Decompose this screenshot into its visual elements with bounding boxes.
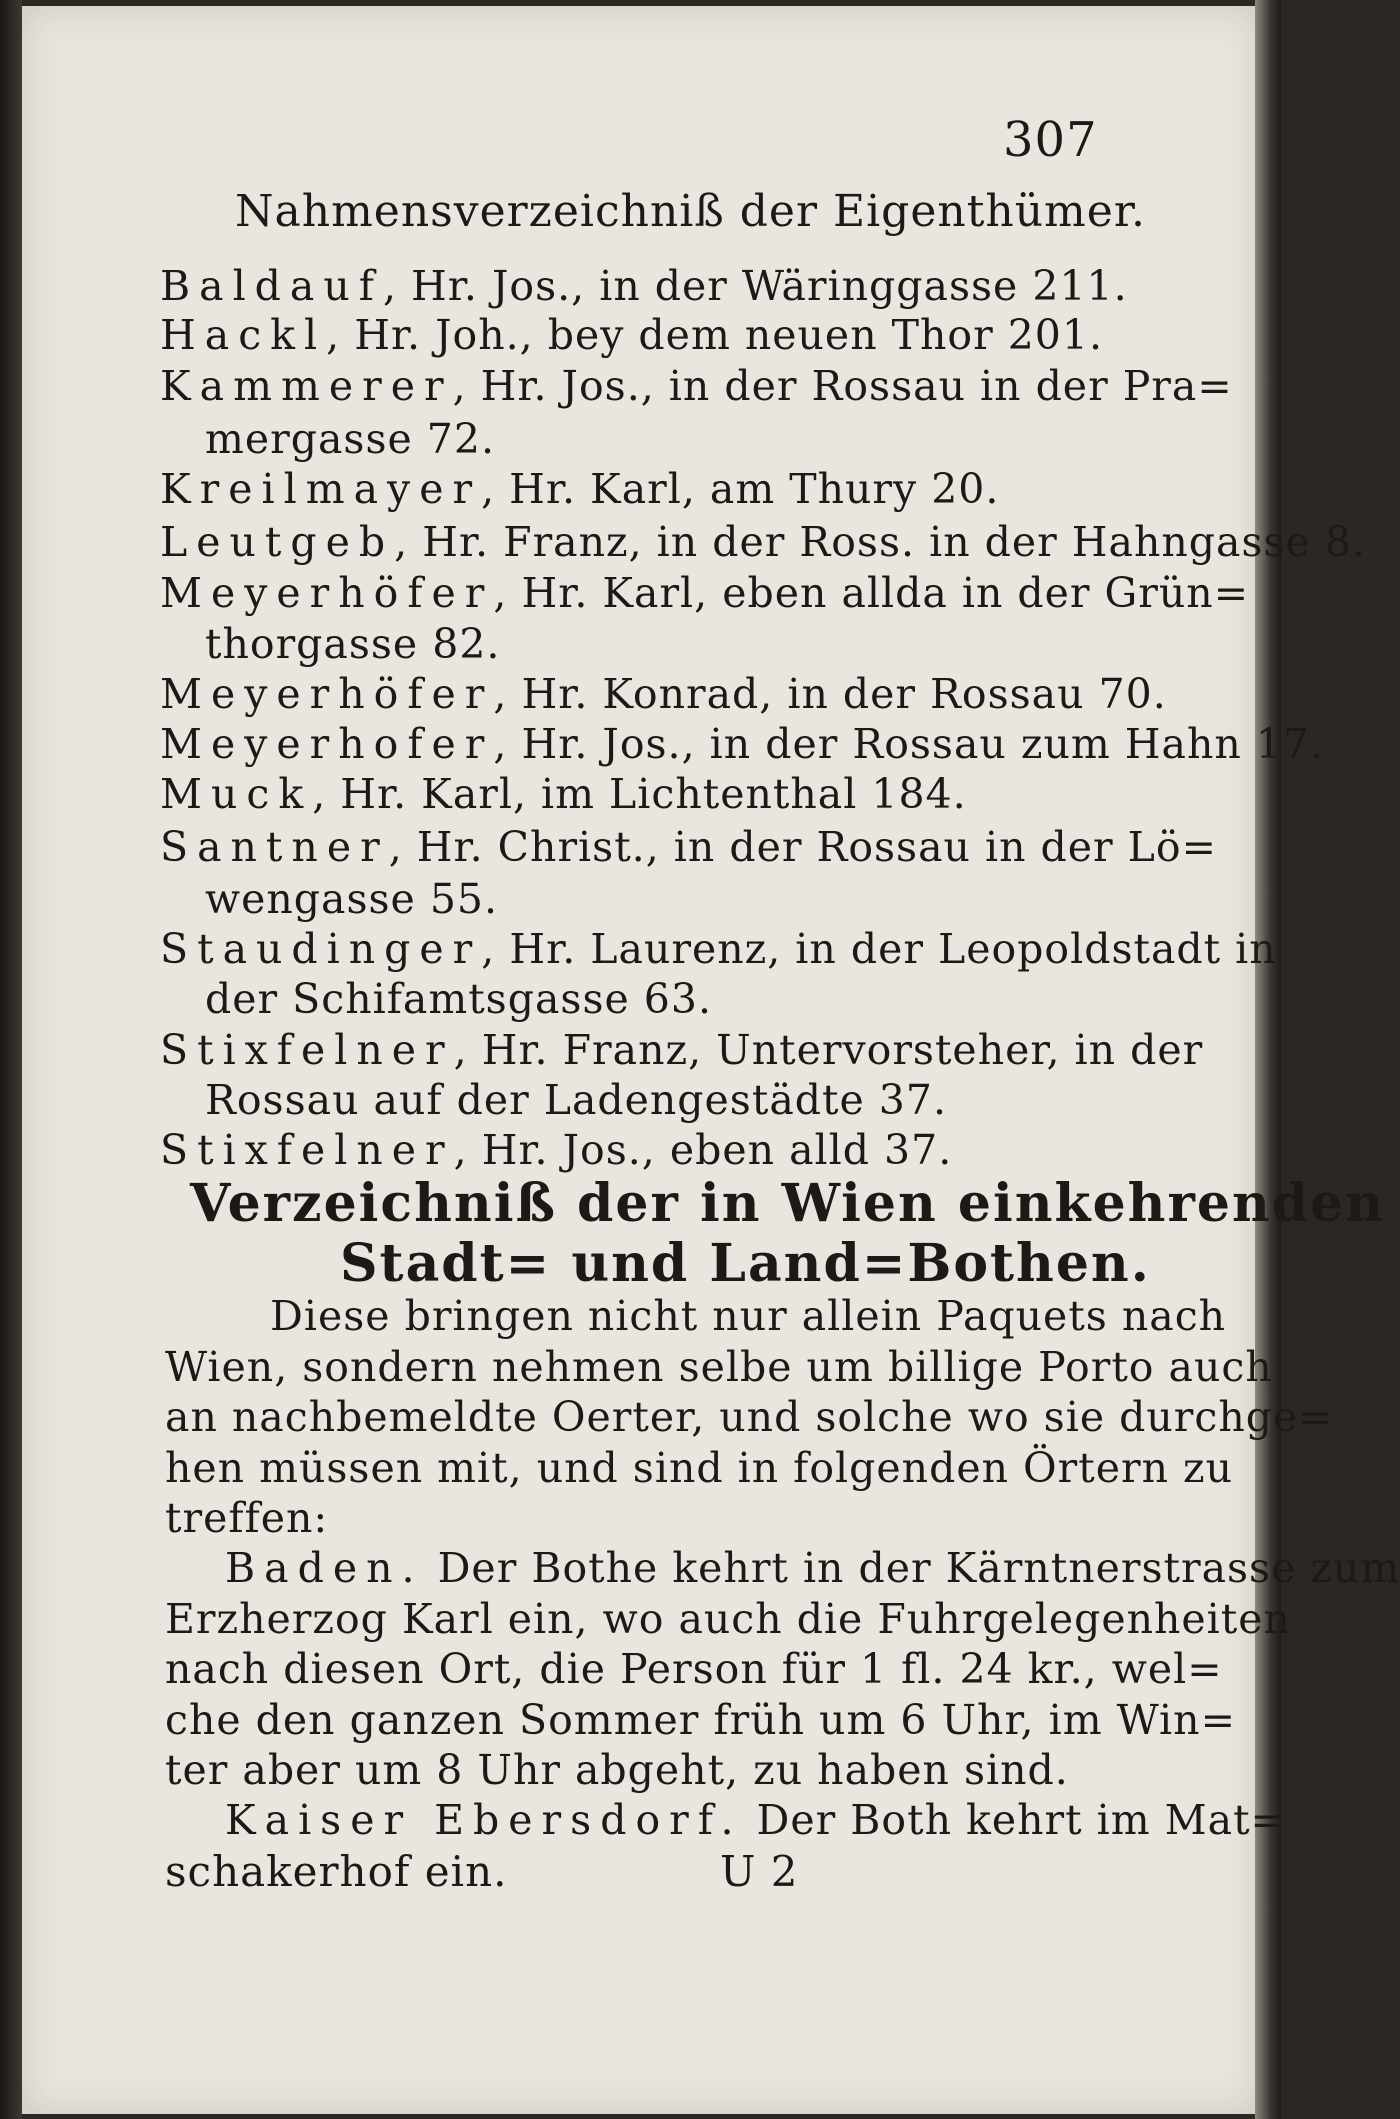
list-item xyxy=(160,1026,1203,1074)
owner-details: , Hr. Konrad, in der Rossau 70. xyxy=(493,670,1167,718)
list-heading: Nahmensverzeichniß der Eigenthümer. xyxy=(235,186,1147,237)
list-item xyxy=(160,670,1167,718)
owner-name: Muck xyxy=(160,770,313,818)
paragraph-line: Diese bringen nicht nur allein Paquets nach xyxy=(270,1292,1227,1340)
owner-details: , Hr. Christ., in der Rossau in der Lö= xyxy=(388,823,1217,871)
list-item xyxy=(160,823,1217,871)
paragraph-line: ter aber um 8 Uhr abgeht, zu haben sind. xyxy=(165,1746,1069,1794)
messenger-entry xyxy=(225,1796,1286,1844)
owner-details: , Hr. Jos., in der Rossau in der Pra= xyxy=(452,362,1233,410)
owner-name: Kammerer xyxy=(160,362,453,410)
entry-text: Der Bothe kehrt in der Kärntnerstrasse zum xyxy=(423,1544,1400,1592)
owner-name: Meyerhöfer xyxy=(160,670,494,718)
owner-name: Leutgeb xyxy=(160,518,395,566)
owner-name: Stixfelner xyxy=(160,1026,454,1074)
list-item xyxy=(160,262,1128,310)
paragraph-line: nach diesen Ort, die Person für 1 fl. 24 kr., wel= xyxy=(165,1645,1223,1693)
owner-name: Meyerhöfer xyxy=(160,569,494,617)
paragraph-line: an nachbemeldte Oerter, und solche wo sie durchge= xyxy=(165,1393,1334,1441)
owner-details: , Hr. Jos., in der Rossau zum Hahn 17. xyxy=(493,720,1325,768)
page-number: 307 xyxy=(1003,112,1098,168)
owner-name: Kreilmayer xyxy=(160,465,482,513)
place-name: Baden. xyxy=(225,1544,424,1592)
owner-details: , Hr. Joh., bey dem neuen Thor 201. xyxy=(326,311,1103,359)
place-name: Kaiser Ebersdorf. xyxy=(225,1796,743,1844)
list-item xyxy=(160,1126,952,1174)
owner-details-continued: Rossau auf der Ladengestädte 37. xyxy=(205,1076,947,1124)
owner-details: , Hr. Jos., in der Wäringgasse 211. xyxy=(382,262,1128,310)
list-item xyxy=(160,465,999,513)
owner-name: Baldauf xyxy=(160,262,383,310)
owner-details: , Hr. Karl, im Lichtenthal 184. xyxy=(312,770,967,818)
owner-details-continued: thorgasse 82. xyxy=(205,620,501,668)
list-item xyxy=(160,925,1277,973)
owner-name: Staudinger xyxy=(160,925,482,973)
paragraph-line: treffen: xyxy=(165,1494,329,1542)
section-title-line-1: Verzeichniß der in Wien einkehrenden xyxy=(190,1173,1386,1234)
list-item xyxy=(160,518,1366,566)
paragraph-line: che den ganzen Sommer früh um 6 Uhr, im Win= xyxy=(165,1696,1236,1744)
owner-details: , Hr. Karl, am Thury 20. xyxy=(481,465,1000,513)
list-item xyxy=(160,311,1103,359)
owner-details-continued: mergasse 72. xyxy=(205,415,496,463)
owner-details: , Hr. Jos., eben alld 37. xyxy=(453,1126,953,1174)
list-item xyxy=(160,770,967,818)
owner-name: Santner xyxy=(160,823,389,871)
messenger-entry xyxy=(225,1544,1400,1592)
list-item xyxy=(160,569,1249,617)
owner-details-continued: wengasse 55. xyxy=(205,875,499,923)
owner-details: , Hr. Laurenz, in der Leopoldstadt in xyxy=(481,925,1277,973)
owner-details-continued: der Schifamtsgasse 63. xyxy=(205,975,712,1023)
list-item xyxy=(160,720,1324,768)
owner-name: Meyerhofer xyxy=(160,720,494,768)
owner-details: , Hr. Franz, Untervorsteher, in der xyxy=(453,1026,1204,1074)
owner-details: , Hr. Franz, in der Ross. in der Hahngasse 8. xyxy=(394,518,1366,566)
entry-text: Der Both kehrt im Mat= xyxy=(742,1796,1286,1844)
owner-name: Hackl xyxy=(160,311,327,359)
paragraph-line: schakerhof ein. xyxy=(165,1847,508,1896)
signature-mark: U 2 xyxy=(720,1847,799,1896)
paragraph-line: hen müssen mit, und sind in folgenden Örtern zu xyxy=(165,1444,1234,1492)
paragraph-line: Erzherzog Karl ein, wo auch die Fuhrgelegenheiten xyxy=(165,1595,1291,1643)
paragraph-line: Wien, sondern nehmen selbe um billige Porto auch xyxy=(165,1343,1273,1391)
owner-name: Stixfelner xyxy=(160,1126,454,1174)
book-gutter xyxy=(0,0,22,2119)
section-title-line-2: Stadt= und Land=Bothen. xyxy=(340,1233,1151,1294)
list-item xyxy=(160,362,1233,410)
owner-details: , Hr. Karl, eben allda in der Grün= xyxy=(493,569,1250,617)
